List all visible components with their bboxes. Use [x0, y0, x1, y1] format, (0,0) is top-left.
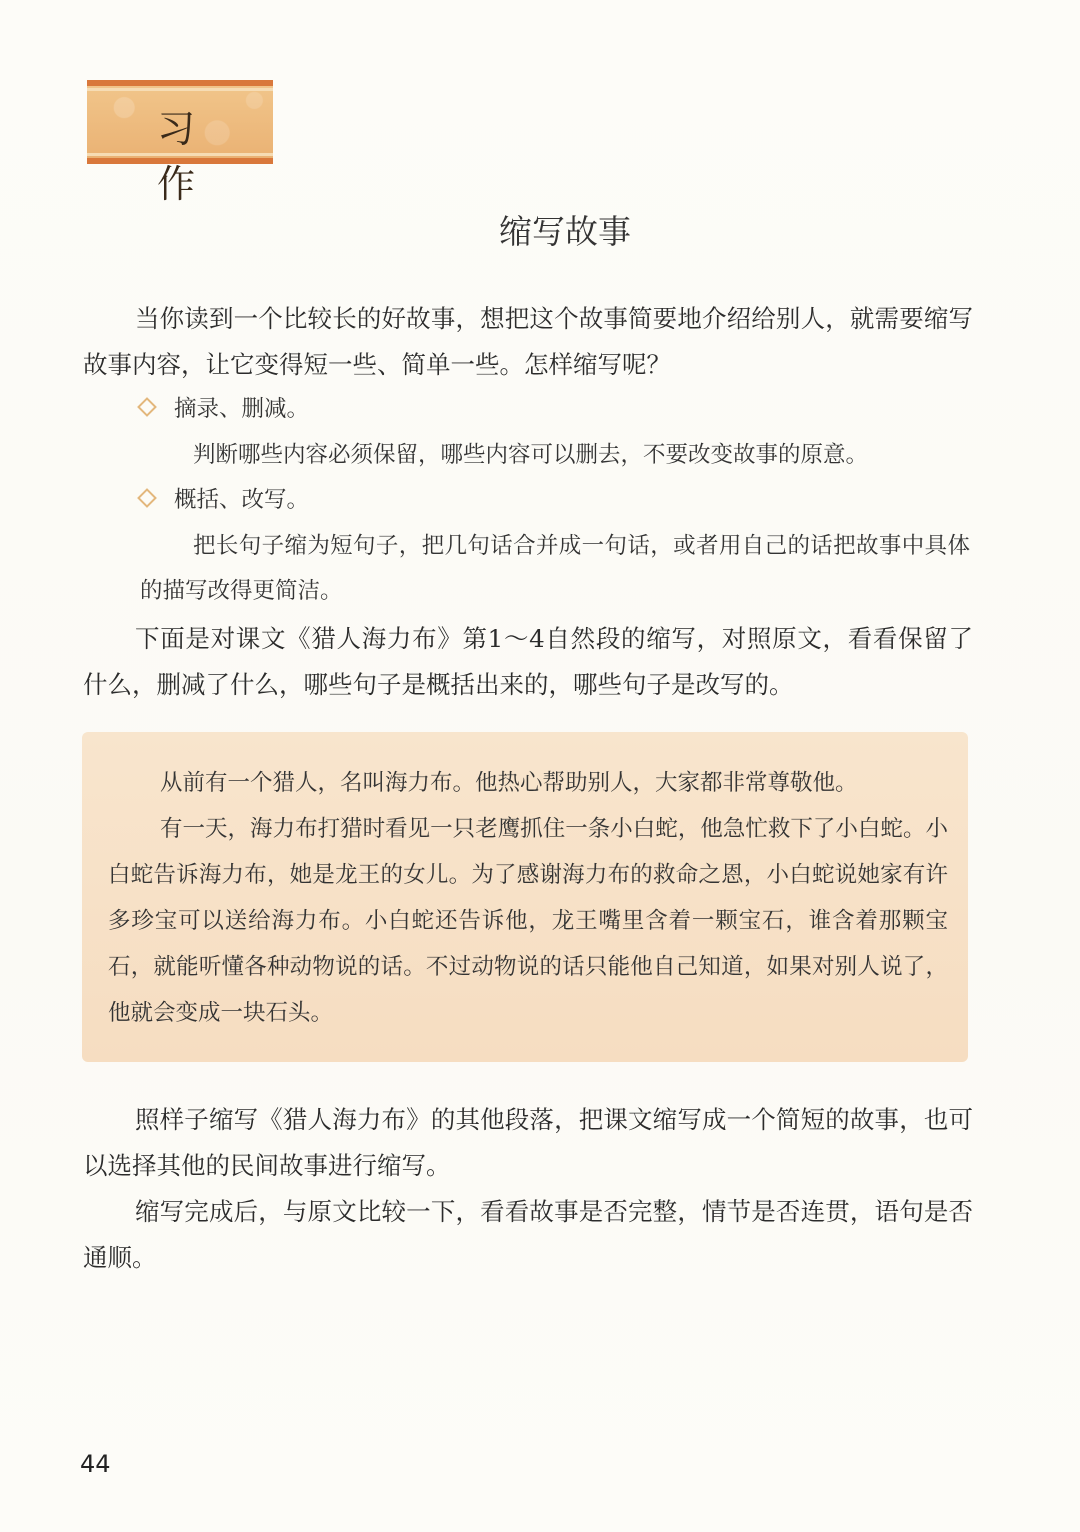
page-title: 缩写故事	[499, 212, 631, 251]
intro-paragraph: 当你读到一个比较长的好故事，想把这个故事简要地介绍给别人，就需要缩写故事内容，让它变得短一些、简单一些。怎样缩写呢？	[83, 304, 973, 379]
tip-2-heading	[140, 477, 309, 523]
sample-paragraph-1: 从前有一个猎人，名叫海力布。他热心帮助别人，大家都非常尊敬他。	[160, 770, 858, 796]
section-label: 习 作	[156, 107, 233, 206]
tip-2-body: 把长句子缩为短句子，把几句话合并成一句话，或者用自己的话把故事中具体的描写改得更简洁。	[140, 533, 970, 604]
task-paragraph-2: 缩写完成后，与原文比较一下，看看故事是否完整，情节是否连贯，语句是否通顺。	[83, 1197, 973, 1272]
diamond-bullet-icon	[137, 397, 157, 417]
tip-1-heading	[140, 386, 309, 432]
tip-2-heading-text: 概括、改写。	[174, 487, 310, 513]
sample-paragraph-2: 有一天，海力布打猎时看见一只老鹰抓住一条小白蛇，他急忙救下了小白蛇。小白蛇告诉海力布，她是龙王的女儿。为了感谢海力布的救命之恩，小白蛇说她家有许多珍宝可以送给海力布。小白蛇还告诉他，龙王嘴里含着一颗宝石，谁含着那颗宝石，就能听懂各种动物说的话。不过动物说的话只能他自己知道，如果对别人说了，他就会变成一块石头。	[108, 816, 948, 1026]
diamond-bullet-icon	[137, 488, 157, 508]
tip-1-heading-text: 摘录、删减。	[174, 396, 310, 422]
tip-1-body: 判断哪些内容必须保留，哪些内容可以删去，不要改变故事的原意。	[193, 442, 869, 468]
task-paragraph-1: 照样子缩写《猎人海力布》的其他段落，把课文缩写成一个简短的故事，也可以选择其他的民间故事进行缩写。	[83, 1105, 973, 1180]
section-badge	[87, 80, 273, 206]
page-number: 44	[80, 1450, 111, 1478]
instruction-paragraph: 下面是对课文《猎人海力布》第1～4自然段的缩写，对照原文，看看保留了什么，删减了什么，哪些句子是概括出来的，哪些句子是改写的。	[83, 624, 973, 699]
sample-text	[108, 760, 948, 1036]
